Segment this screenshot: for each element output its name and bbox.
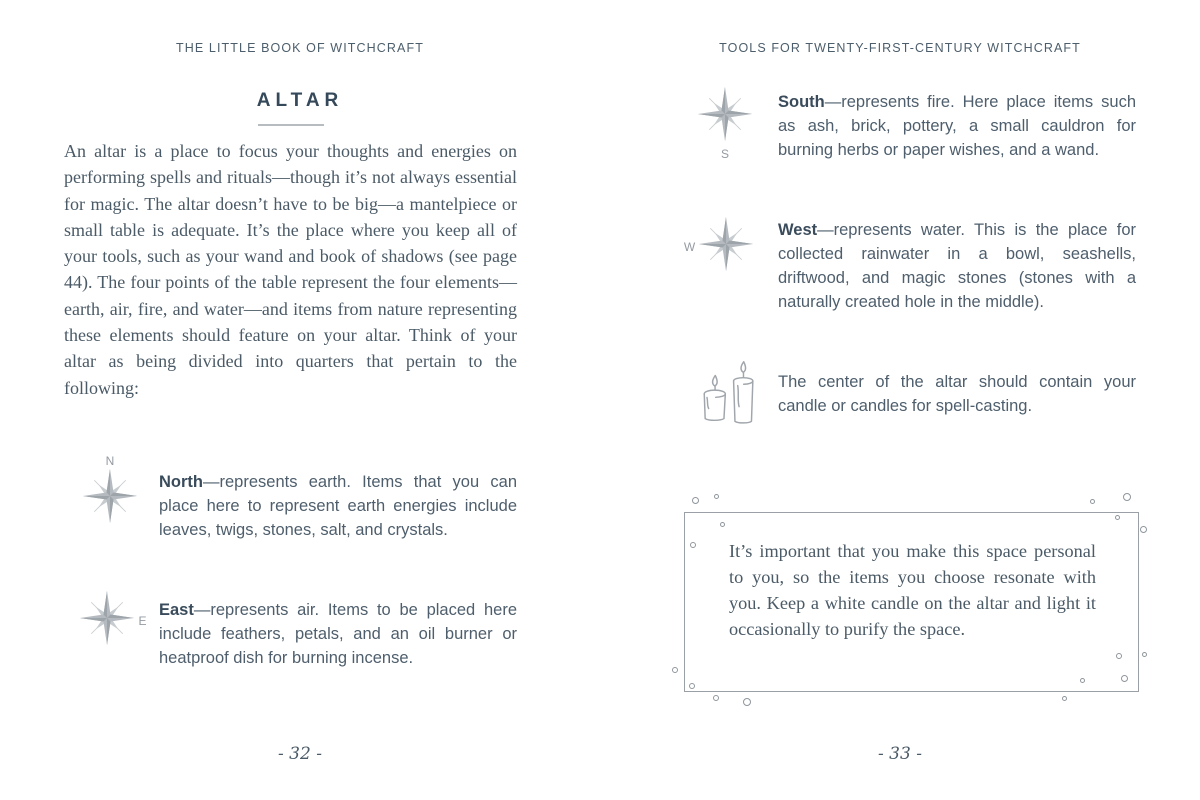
compass-south — [694, 86, 756, 160]
east-body: —represents air. Items to be placed here include feathers, petals, and an oil burner or heatproof dish for burning incense. — [159, 601, 517, 667]
running-head-left: THE LITTLE BOOK OF WITCHCRAFT — [176, 41, 424, 55]
center-note: The center of the altar should contain your candle or candles for spell-casting. — [778, 373, 1136, 415]
decor-circle — [690, 542, 696, 548]
decor-circle — [1123, 493, 1131, 501]
compass-rose-icon — [698, 216, 754, 277]
page-right — [600, 0, 1200, 800]
direction-letter-south: S — [720, 147, 729, 161]
east-term: East — [159, 601, 194, 619]
south-description — [778, 90, 1136, 162]
decor-circle — [1090, 499, 1095, 504]
decor-circle — [1062, 696, 1067, 701]
direction-letter-east: E — [138, 613, 147, 628]
intro-paragraph: An altar is a place to focus your thoughts and energies on performing spells and rituals—though it’s not always essential for magic. The altar doesn’t have to be big—a mantelpiece or small table is adequate. It’s the place where you keep all of your tools, such as your wand and book of shadows (see page 44). The four points of the table represent the four elements—earth, air, fire, and water—and items from nature representing these elements should feature on your altar. Think of your altar as being divided into quarters that pertain to the following: — [64, 141, 517, 398]
compass-east — [70, 590, 156, 651]
direction-letter-west: W — [683, 239, 696, 254]
decor-circle — [714, 494, 719, 499]
decor-circle — [672, 667, 678, 673]
decor-circle — [720, 522, 725, 527]
south-body: —represents fire. Here place items such as ash, brick, pottery, a small cauldron for burning herbs or paper wishes, and a wand. — [778, 93, 1136, 159]
north-body: —represents earth. Items that you can place here to represent earth energies include leaves, twigs, stones, salt, and crystals. — [159, 473, 517, 539]
decor-circle — [1116, 653, 1122, 659]
compass-rose-icon — [82, 468, 138, 529]
north-description — [159, 470, 517, 542]
compass-north — [80, 455, 140, 529]
compass-rose-icon — [79, 590, 135, 651]
title-divider — [258, 124, 324, 126]
west-description — [778, 218, 1136, 314]
south-term: South — [778, 93, 825, 111]
direction-letter-north: N — [105, 454, 115, 468]
candles-icon — [696, 352, 762, 437]
running-head-right: TOOLS FOR TWENTY-FIRST-CENTURY WITCHCRAFT — [719, 41, 1081, 55]
decor-circle — [1115, 515, 1120, 520]
page-number-left: - 32 - — [278, 744, 322, 764]
decor-circle — [1142, 652, 1147, 657]
page-number-right: - 33 - — [878, 744, 922, 764]
decor-circle — [692, 497, 699, 504]
east-description — [159, 598, 517, 670]
compass-rose-icon — [697, 86, 753, 147]
page-title: ALTAR — [256, 90, 344, 111]
west-body: —represents water. This is the place for collected rainwater in a bowl, seashells, driftwood, and magic stones (stones with a naturally created hole in the middle). — [778, 221, 1136, 311]
north-term: North — [159, 473, 203, 491]
decor-circle — [1080, 678, 1085, 683]
decor-circle — [743, 698, 751, 706]
decor-circle — [1140, 526, 1147, 533]
decor-circle — [713, 695, 719, 701]
box-note-text: It’s important that you make this space personal to you, so the items you choose resonate with you. Keep a white candle on the altar and light it occasionally to purify the space. — [729, 541, 1096, 639]
west-term: West — [778, 221, 818, 239]
decor-circle — [1121, 675, 1128, 682]
compass-west — [674, 216, 764, 277]
decor-circle — [689, 683, 695, 689]
note-box — [684, 512, 1139, 692]
